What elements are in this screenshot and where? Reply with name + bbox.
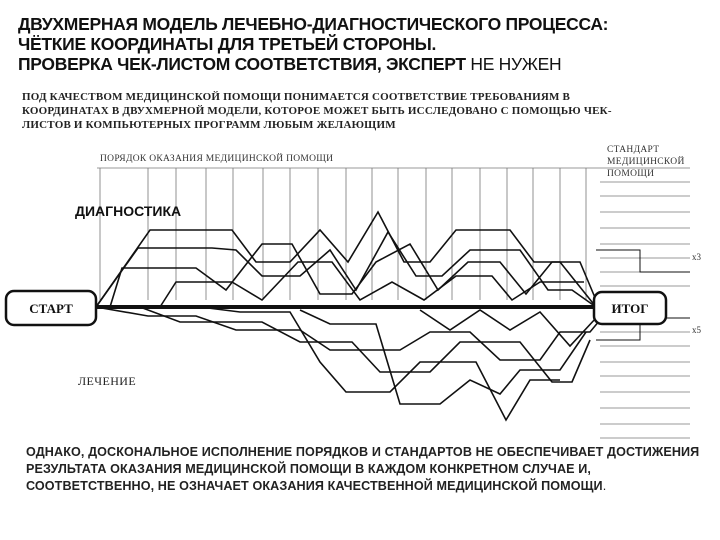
x5-label: х5 <box>692 325 701 335</box>
title-line-1: ДВУХМЕРНАЯ МОДЕЛЬ ЛЕЧЕБНО-ДИАГНОСТИЧЕСКОГО ПРОЦЕССА: <box>18 14 609 34</box>
standard-label-3: ПОМОЩИ <box>607 169 655 179</box>
treatment-label: ЛЕЧЕНИЕ <box>78 374 137 388</box>
title-line-2: ЧЁТКИЕ КООРДИНАТЫ ДЛЯ ТРЕТЬЕЙ СТОРОНЫ. <box>18 34 437 54</box>
x3-label: х3 <box>692 252 701 262</box>
standard-bracket-upper <box>596 250 690 272</box>
footer-text-end: . <box>602 479 607 493</box>
standard-label-2: МЕДИЦИНСКОЙ <box>607 157 685 167</box>
title-line-3-normal: НЕ НУЖЕН <box>465 54 562 74</box>
order-label: ПОРЯДОК ОКАЗАНИЯ МЕДИЦИНСКОЙ ПОМОЩИ <box>100 154 334 164</box>
treatment-route-1 <box>96 307 600 360</box>
footer-paragraph <box>26 444 706 495</box>
intro-paragraph: ПОД КАЧЕСТВОМ МЕДИЦИНСКОЙ ПОМОЩИ ПОНИМАЕТСЯ СООТВЕТСТВИЕ ТРЕБОВАНИЯМ В КООРДИНАТАХ В ДВУХМЕРНОЙ МОДЕЛИ, КОТОРОЕ МОЖЕТ БЫТЬ ИССЛЕДОВАНО С ПОМОЩЬЮ ЧЕК-ЛИСТОВ И КОМПЬЮТЕРНЫХ ПРОГРАММ ЛЮБЫМ ЖЕЛАЮЩИМ <box>22 91 612 131</box>
title-line-3-bold: ПРОВЕРКА ЧЕК-ЛИСТОМ СООТВЕТСТВИЯ, ЭКСПЕРТ <box>18 54 466 74</box>
diagnostics-label: ДИАГНОСТИКА <box>75 203 182 219</box>
start-label: СТАРТ <box>29 301 73 316</box>
treatment-route-3 <box>200 307 560 420</box>
treatment-route-5 <box>420 310 596 346</box>
footer-text: ОДНАКО, ДОСКОНАЛЬНОЕ ИСПОЛНЕНИЕ ПОРЯДКОВ И СТАНДАРТОВ НЕ ОБЕСПЕЧИВАЕТ ДОСТИЖЕНИЯ РЕЗУЛЬТАТА ОКАЗАНИЯ МЕДИЦИНСКОЙ ПОМОЩИ В КАЖДОМ КОНКРЕТНОМ СЛУЧАЕ И, СООТВЕТСТВЕННО, НЕ ОЗНАЧАЕТ ОКАЗАНИЯ КАЧЕСТВЕННОЙ МЕДИЦИНСКОЙ ПОМОЩИ <box>26 445 700 493</box>
result-label: ИТОГ <box>611 301 649 316</box>
standard-label-1: СТАНДАРТ <box>607 145 660 155</box>
